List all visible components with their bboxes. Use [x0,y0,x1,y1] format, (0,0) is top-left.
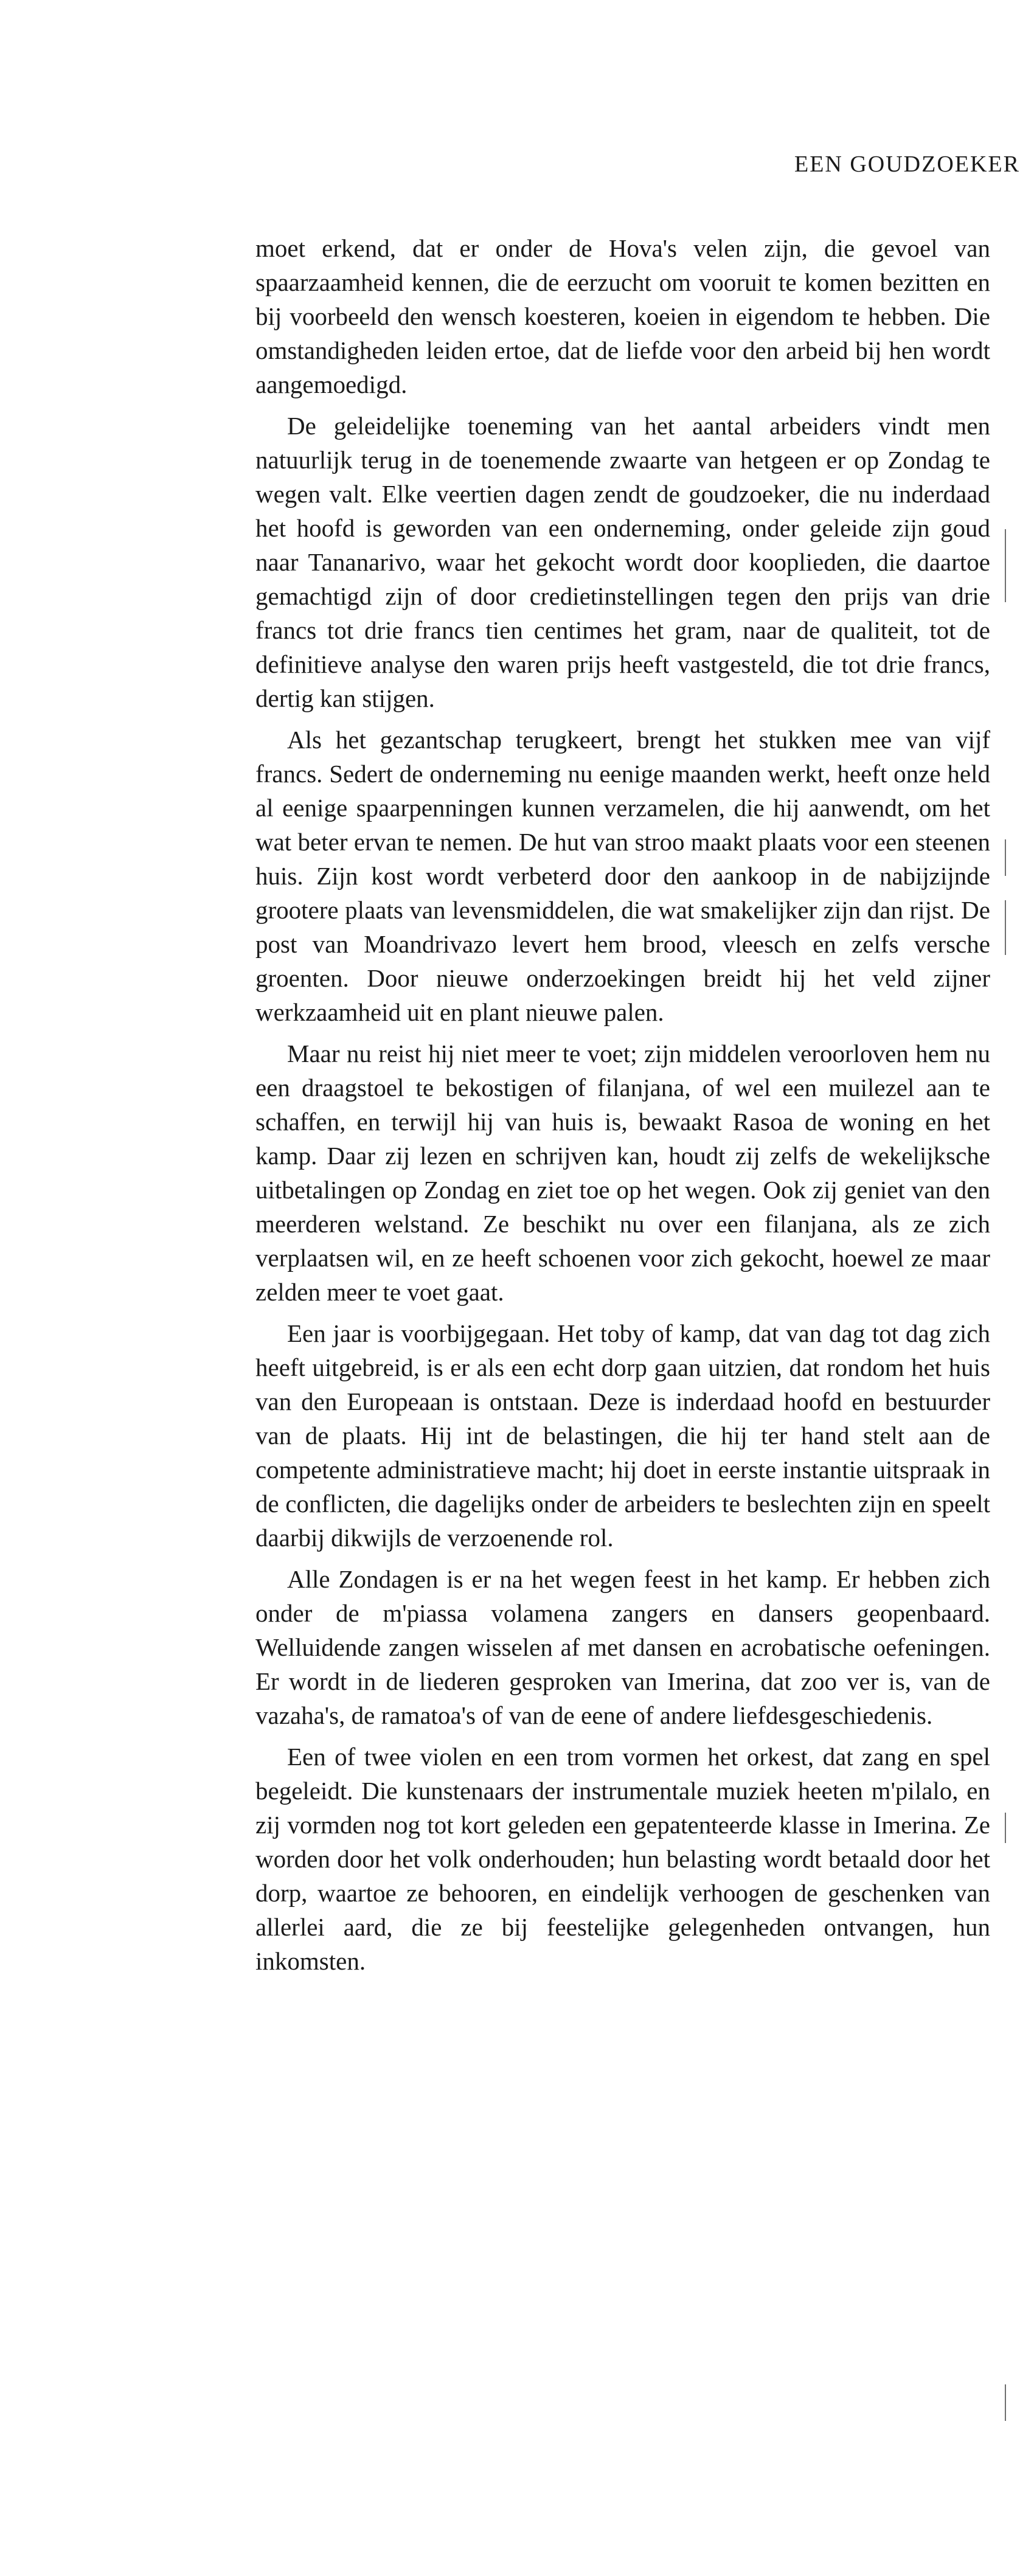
margin-rule-5 [1005,2384,1006,2421]
paragraph-7: Een of twee violen en een trom vormen het orkest, dat zang en spel begeleidt. Die kunstenaars der instrumentale muziek heeten m'pilalo, en zij vormden nog tot kort geleden een gepatenteerde klasse in Imerina. Ze worden door het volk onderhouden; hun belasting wordt betaald door het dorp, waartoe ze behooren, en eindelijk verhoogen de geschenken van allerlei aard, die ze bij feestelijke gelegenheden ontvangen, hun inkomsten. [255,1743,990,1975]
paragraph-2: De geleidelijke toeneming van het aantal arbeiders vindt men natuurlijk terug in de toenemende zwaarte van hetgeen er op Zondag te wegen valt. Elke veertien dagen zendt de goudzoeker, die nu inderdaad het hoofd is geworden van een onderneming, onder geleide zijn goud naar Tananarivo, waar het gekocht wordt door kooplieden, die daartoe gemachtigd zijn of door credietinstellingen tegen den prijs van drie francs tot drie francs tien centimes het gram, naar de qualiteit, tot de definitieve analyse den waren prijs heeft vastgesteld, die tot drie francs, dertig kan stijgen. [255,412,990,712]
paragraph-3: Als het gezantschap terugkeert, brengt het stukken mee van vijf francs. Sedert de onderneming nu eenige maanden werkt, heeft onze held al eenige spaarpenningen kunnen verzamelen, die hij aanwendt, om het wat beter ervan te nemen. De hut van stroo maakt plaats voor een steenen huis. Zijn kost wordt verbeterd door den aankoop in de nabijzijnde grootere plaats van levensmiddelen, die wat smakelijker zijn dan rijst. De post van Moandrivazo levert hem brood, vleesch en zelfs versche groenten. Door nieuwe onderzoekingen breidt hij het veld zijner werkzaamheid uit en plant nieuwe palen. [255,726,990,1026]
margin-rule-1 [1005,529,1006,602]
body-text [255,231,990,1985]
paragraph-4: Maar nu reist hij niet meer te voet; zijn middelen veroorloven hem nu een draagstoel te bekostigen of filanjana, of wel een muilezel aan te schaffen, en terwijl hij van huis is, bewaakt Rasoa de woning en het kamp. Daar zij lezen en schrijven kan, houdt zij zelfs de wekelijksche uitbetalingen op Zondag en ziet toe op het wegen. Ook zij geniet van den meerderen welstand. Ze beschikt nu over een filanjana, als ze zich verplaatsen wil, en ze heeft schoenen voor zich gekocht, hoewel ze maar zelden meer te voet gaat. [255,1040,990,1306]
paragraph-6: Alle Zondagen is er na het wegen feest in het kamp. Er hebben zich onder de m'piassa volamena zangers en dansers geopenbaard. Welluidende zangen wisselen af met dansen en acrobatische oefeningen. Er wordt in de liederen gesproken van Imerina, dat zoo ver is, van de vazaha's, de ramatoa's of van de eene of andere liefdesgeschiedenis. [255,1565,990,1729]
margin-rule-4 [1005,1813,1006,1843]
margin-rule-3 [1005,900,1006,955]
paragraph-1: moet erkend, dat er onder de Hova's velen zijn, die gevoel van spaarzaamheid kennen, die de eerzucht om vooruit te komen bezitten en bij voorbeeld den wensch koesteren, koeien in eigendom te hebben. Die omstandigheden leiden ertoe, dat de liefde voor den arbeid bij hen wordt aangemoedigd. [255,234,990,398]
running-head: EEN GOUDZOEKER [794,151,1020,177]
paragraph-5: Een jaar is voorbijgegaan. Het toby of kamp, dat van dag tot dag zich heeft uitgebreid, is er als een echt dorp gaan uitzien, dat rondom het huis van den Europeaan is ontstaan. Deze is inderdaad hoofd en bestuurder van de plaats. Hij int de belastingen, die hij ter hand stelt aan de competente administratieve macht; hij doet in eerste instantie uitspraak in de conflicten, die dagelijks onder de arbeiders te beslechten zijn en speelt daarbij dikwijls de verzoenende rol. [255,1319,990,1552]
margin-rule-2 [1005,839,1006,876]
